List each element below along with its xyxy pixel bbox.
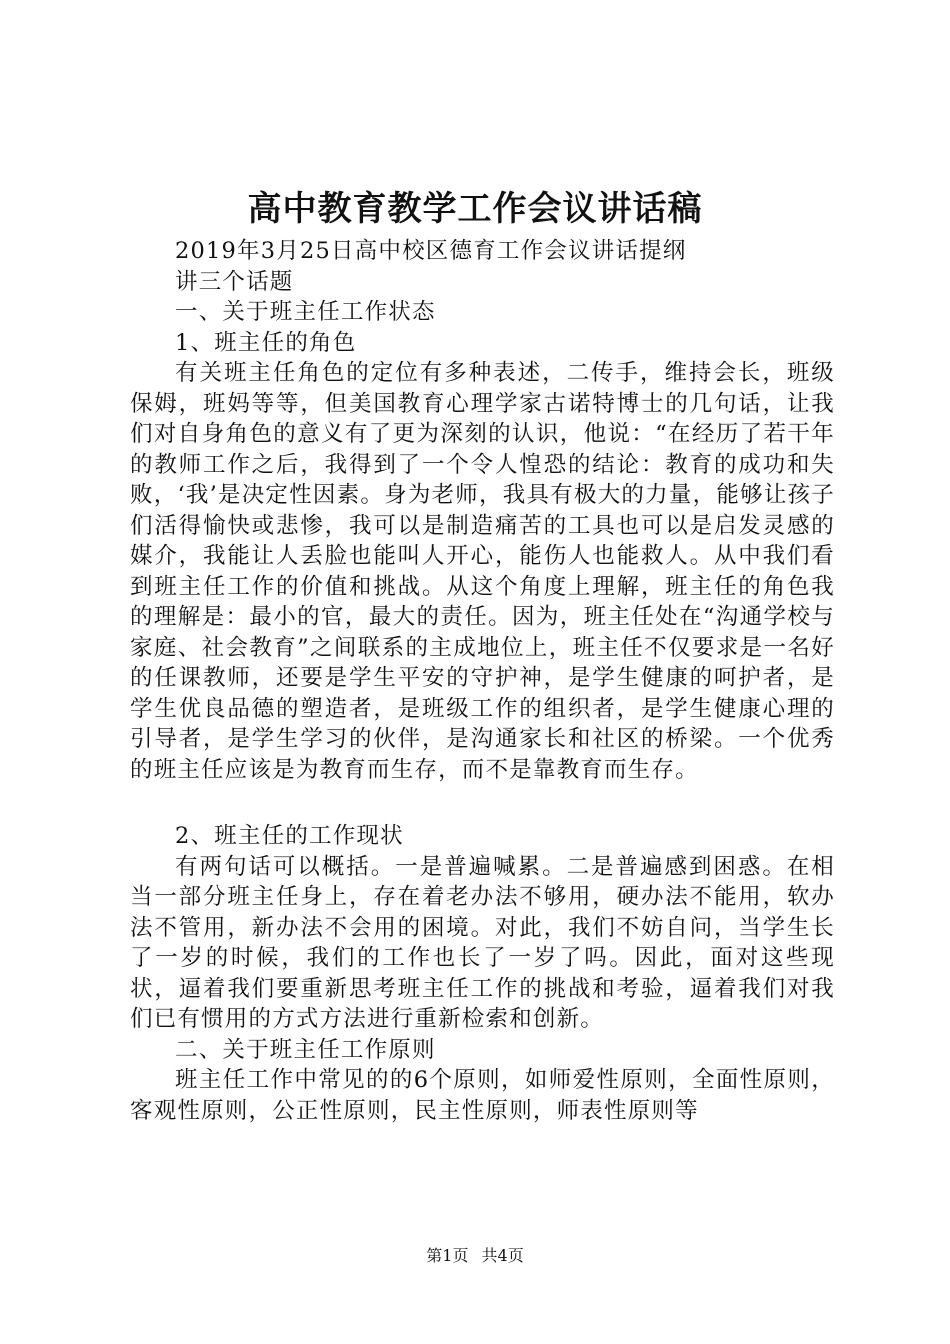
document-body — [130, 236, 835, 1126]
subsection-heading-1-2: 2、班主任的工作现状 — [175, 823, 404, 849]
subsection-heading-1-1: 1、班主任的角色 — [175, 329, 357, 356]
paragraph-principles: 班主任工作中常见的的6个原则，如师爱性原则，全面性原则，客观性原则，公正性原则，民主性原则，师表性原则等 — [130, 1067, 835, 1124]
meeting-date-line: 2019年3月25日高中校区德育工作会议讲话提纲 — [175, 238, 687, 264]
page-footer — [0, 1244, 950, 1268]
section-heading-2: 二、关于班主任工作原则 — [175, 1036, 436, 1063]
page-total: 共4页 — [481, 1246, 524, 1265]
document-title: 高中教育教学工作会议讲话稿 — [247, 189, 703, 229]
section-heading-1: 一、关于班主任工作状态 — [175, 299, 436, 325]
page-number: 第1页 — [426, 1246, 469, 1265]
paragraph-role: 有关班主任角色的定位有多种表述，二传手，维持会长，班级保姆，班妈等等，但美国教育心理学家古诺特博士的几句话，让我们对自身角色的意义有了更为深刻的认识，他说：“在经历了若干年的教师工作之后，我得到了一个令人惶恐的结论：教育的成功和失败，‘我’是决定性因素。身为老师，我具有极大的力量，能够让孩子们活得愉快或悲惨，我可以是制造痛苦的工具也可以是启发灵感的媒介，我能让人丢脸也能叫人开心，能伤人也能救人。从中我们看到班主任工作的价值和挑战。从这个角度上理解，班主任的角色我的理解是：最小的官，最大的责任。因为，班主任处在“沟通学校与家庭、社会教育”之间联系的主成地位上，班主任不仅要求是一名好的任课教师，还要是学生平安的守护神，是学生健康的呵护者，是学生优良品德的塑造者，是班级工作的组织者，是学生健康心理的引导者，是学生学习的伙伴，是沟通家长和社区的桥梁。一个优秀的班主任应该是为教育而生存，而不是靠教育而生存。 — [130, 360, 835, 783]
paragraph-status: 有两句话可以概括。一是普遍喊累。二是普遍感到困惑。在相当一部分班主任身上，存在着老办法不够用，硬办法不能用，软办法不管用，新办法不会用的困境。对此，我们不妨自问，当学生长了一岁的时候，我们的工作也长了一岁了吗。因此，面对这些现状，逼着我们要重新思考班主任工作的挑战和考验，逼着我们对我们已有惯用的方式方法进行重新检索和创新。 — [130, 853, 835, 1032]
topics-intro: 讲三个话题 — [175, 268, 294, 295]
